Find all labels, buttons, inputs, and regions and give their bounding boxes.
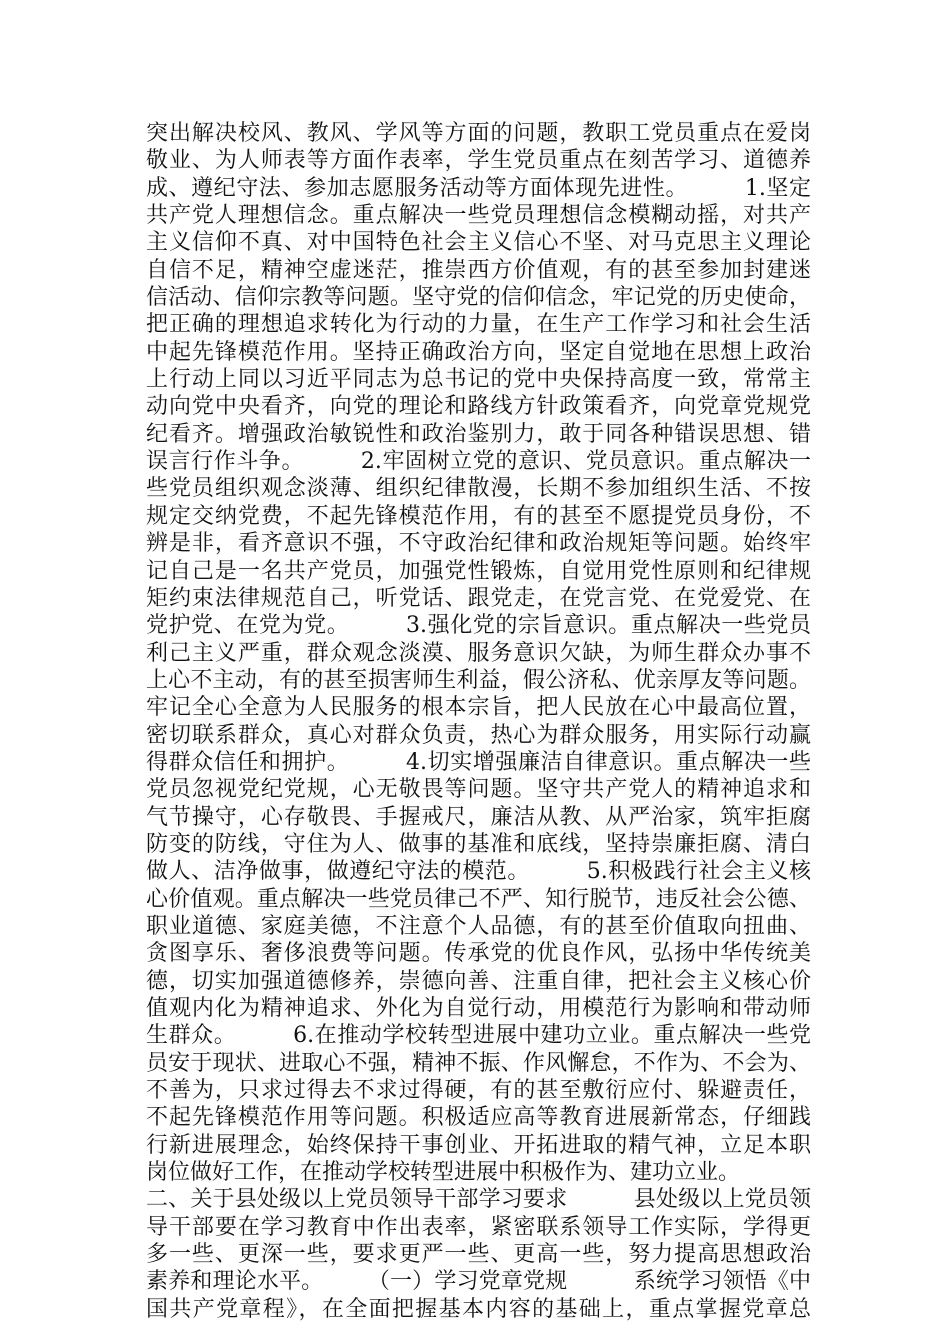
text-line: 共产党人理想信念。重点解决一些党员理想信念模糊动摇，对共产: [146, 203, 811, 229]
body-text: [146, 120, 811, 1323]
text-line: 心价值观。重点解决一些党员律己不严、知行脱节，违反社会公德、: [146, 886, 811, 912]
text-line: 矩约束法律规范自己，听党话、跟党走，在党言党、在党爱党、在: [146, 585, 811, 611]
text-line: 主义信仰不真、对中国特色社会主义信心不坚、对马克思主义理论: [146, 230, 811, 256]
text-line: 国共产党章程》，在全面把握基本内容的基础上，重点掌握党章总: [146, 1296, 811, 1322]
text-line: 岗位做好工作，在推动学校转型进展中积极作为、建功立业。: [146, 1160, 741, 1186]
text-line: 导干部要在学习教育中作出表率，紧密联系领导工作实际，学得更: [146, 1214, 811, 1240]
text-line: 突出解决校风、教风、学风等方面的问题，教职工党员重点在爱岗: [146, 121, 811, 146]
text-line: 上心不主动，有的甚至损害师生利益，假公济私、优亲厚友等问题。: [146, 667, 811, 693]
text-line: 员安于现状、进取心不强，精神不振、作风懈怠，不作为、不会为、: [146, 1050, 811, 1076]
text-line: 辨是非，看齐意识不强，不守政治纪律和政治规矩等问题。始终牢: [146, 531, 811, 557]
text-line: 多一些、更深一些，要求更严一些、更高一些，努力提高思想政治: [146, 1242, 811, 1268]
text-line: 素养和理论水平。 （一）学习党章党规 系统学习领悟《中: [146, 1269, 811, 1295]
text-line: 些党员组织观念淡薄、组织纪律散漫，长期不参加组织生活、不按: [146, 476, 811, 502]
text-line: 二、关于县处级以上党员领导干部学习要求 县处级以上党员领: [146, 1187, 811, 1213]
text-line: 中起先锋模范作用。坚持正确政治方向，坚定自觉地在思想上政治: [146, 339, 811, 365]
text-line: 不起先锋模范作用等问题。积极适应高等教育进展新常态，仔细践: [146, 1105, 811, 1131]
text-line: 敬业、为人师表等方面作表率，学生党员重点在刻苦学习、道德养: [146, 148, 811, 174]
text-line: 德，切实加强道德修养，崇德向善、注重自律，把社会主义核心价: [146, 968, 811, 994]
text-line: 职业道德、家庭美德，不注意个人品德，有的甚至价值取向扭曲、: [146, 913, 811, 939]
text-line: 值观内化为精神追求、外化为自觉行动，用模范行为影响和带动师: [146, 996, 811, 1021]
text-line: 不善为，只求过得去不求过得硬，有的甚至敷衍应付、躲避责任，: [146, 1078, 811, 1104]
text-line: 记自己是一名共产党员，加强党性锻炼，自觉用党性原则和纪律规: [146, 558, 811, 584]
text-line: 牢记全心全意为人民服务的根本宗旨，把人民放在心中最高位置，: [146, 695, 811, 721]
text-line: 贪图享乐、奢侈浪费等问题。传承党的优良作风，弘扬中华传统美: [146, 941, 811, 967]
text-line: 行新进展理念，始终保持干事创业、开拓进取的精气神，立足本职: [146, 1132, 811, 1158]
text-line: 党护党、在党为党。 3.强化党的宗旨意识。重点解决一些党员: [146, 613, 811, 639]
text-line: 规定交纳党费，不起先锋模范作用，有的甚至不愿提党员身份，不: [146, 503, 811, 529]
text-line: 防变的防线，守住为人、做事的基准和底线，坚持崇廉拒腐、清白: [146, 831, 811, 857]
text-line: 上行动上同以习近平同志为总书记的党中央保持高度一致，常常主: [146, 367, 811, 393]
text-line: 动向党中央看齐，向党的理论和路线方针政策看齐，向党章党规党: [146, 394, 811, 420]
text-line: 气节操守，心存敬畏、手握戒尺，廉洁从教、从严治家，筑牢拒腐: [146, 804, 811, 830]
text-line: 误言行作斗争。 2.牢固树立党的意识、党员意识。重点解决一: [146, 449, 811, 475]
text-line: 信活动、信仰宗教等问题。坚守党的信仰信念，牢记党的历史使命，: [146, 285, 811, 311]
text-line: 密切联系群众，真心对群众负责，热心为群众服务，用实际行动赢: [146, 722, 811, 748]
text-line: 利己主义严重，群众观念淡漠、服务意识欠缺，为师生群众办事不: [146, 640, 811, 666]
text-line: 自信不足，精神空虚迷茫，推崇西方价值观，有的甚至参加封建迷: [146, 257, 811, 283]
text-line: 做人、洁净做事，做遵纪守法的模范。 5.积极践行社会主义核: [146, 859, 811, 885]
text-line: 把正确的理想追求转化为行动的力量，在生产工作学习和社会生活: [146, 312, 811, 338]
text-line: 得群众信任和拥护。 4.切实增强廉洁自律意识。重点解决一些: [146, 749, 811, 775]
text-line: 党员忽视党纪党规，心无敬畏等问题。坚守共产党人的精神追求和: [146, 777, 811, 803]
text-line: 生群众。 6.在推动学校转型进展中建功立业。重点解决一些党: [146, 1023, 811, 1049]
text-line: 成、遵纪守法、参加志愿服务活动等方面体现先进性。 1.坚定: [146, 175, 811, 201]
text-line: 纪看齐。增强政治敏锐性和政治鉴别力，敢于同各种错误思想、错: [146, 421, 811, 447]
